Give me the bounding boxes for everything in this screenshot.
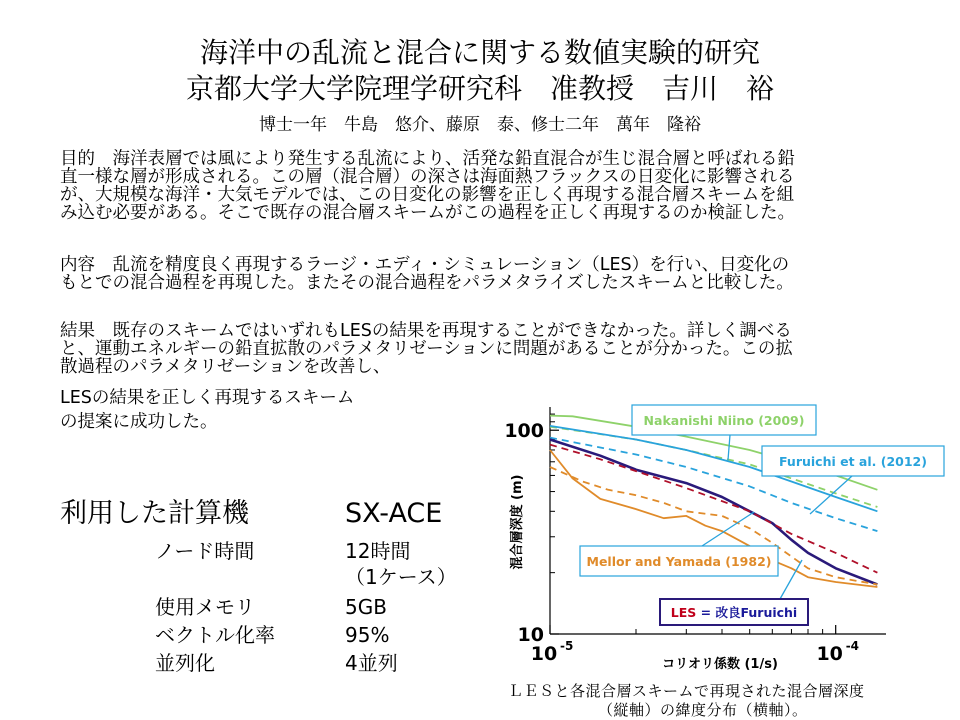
result-line: LESの結果を正しく再現するスキーム xyxy=(60,388,355,408)
content-paragraph xyxy=(60,256,794,292)
spec-value: （1ケース） xyxy=(345,565,457,589)
computer-machine: SX-ACE xyxy=(345,498,443,529)
legend-label-1: Furuichi et al. (2012) xyxy=(779,454,927,469)
purpose-line: 目的 海洋表層では風により発生する乱流により、活発な鉛直混合が生じ混合層と呼ばれる鉛 xyxy=(60,149,795,169)
x-tick-label: 10 xyxy=(530,643,558,665)
x-tick-exponent: -5 xyxy=(560,639,574,653)
result-line: の提案に成功した。 xyxy=(60,412,218,432)
purpose-paragraph xyxy=(60,150,795,222)
y-tick-label: 100 xyxy=(504,420,544,443)
computer-heading: 利用した計算機 xyxy=(60,498,249,529)
result-paragraph-tail xyxy=(60,386,354,434)
spec-value: 4並列 xyxy=(345,651,398,675)
x-tick-label: 10 xyxy=(816,643,843,665)
mixed-layer-depth-chart xyxy=(480,372,955,684)
page-title: 海洋中の乱流と混合に関する数値実験的研究 xyxy=(199,36,760,69)
figure-caption-line-2: （縦軸）の緯度分布（横軸）。 xyxy=(598,701,808,719)
author-list: 博士一年 牛島 悠介、藤原 泰、修士二年 萬年 隆裕 xyxy=(259,115,701,135)
spec-label: 使用メモリ xyxy=(155,595,255,619)
result-paragraph xyxy=(60,322,793,376)
purpose-line: が、大規模な海洋・大気モデルでは、この日変化の影響を正しく再現する混合層スキームを組 xyxy=(60,185,795,205)
x-axis-label: コリオリ係数 (1/s) xyxy=(662,657,778,672)
figure-caption-line-1: ＬＥＳと各混合層スキームで再現された混合層深度 xyxy=(508,682,865,700)
result-line: と、運動エネルギーの鉛直拡散のパラメタリゼーションに問題があることが分かった。この拡 xyxy=(60,339,793,359)
purpose-line: 直一様な層が形成される。この層（混合層）の深さは海面熱フラックスの日変化に影響される xyxy=(60,167,795,187)
spec-value: 12時間 xyxy=(345,539,411,563)
legend-label-les: LES = 改良Furuichi xyxy=(670,605,798,620)
spec-value: 95% xyxy=(345,623,390,647)
legend-label-0: Nakanishi Niino (2009) xyxy=(643,413,805,428)
spec-value: 5GB xyxy=(345,595,387,619)
result-line: 結果 既存のスキームではいずれもLESの結果を再現することができなかった。詳しく調べる xyxy=(60,321,792,341)
content-line: もとでの混合過程を再現した。またその混合過程をパラメタライズしたスキームと比較した。 xyxy=(60,273,794,293)
x-tick-exponent: -4 xyxy=(845,639,860,653)
spec-label: ベクトル化率 xyxy=(155,623,275,647)
legend-label-2: Mellor and Yamada (1982) xyxy=(586,554,772,569)
purpose-line: み込む必要がある。そこで既存の混合層スキームがこの過程を正しく再現するのか検証した。 xyxy=(60,203,795,223)
y-tick-label: 10 xyxy=(517,624,544,646)
result-line: 散過程のパラメタリゼーションを改善し、 xyxy=(60,357,391,377)
affiliation: 京都大学大学院理学研究科 准教授 吉川 裕 xyxy=(185,72,774,105)
spec-label: 並列化 xyxy=(155,651,215,675)
y-axis-label: 混合層深度 (m) xyxy=(510,474,525,570)
content-line: 内容 乱流を精度良く再現するラージ・エディ・シミュレーション（LES）を行い、日変化の xyxy=(60,255,790,275)
spec-label: ノード時間 xyxy=(155,539,255,563)
